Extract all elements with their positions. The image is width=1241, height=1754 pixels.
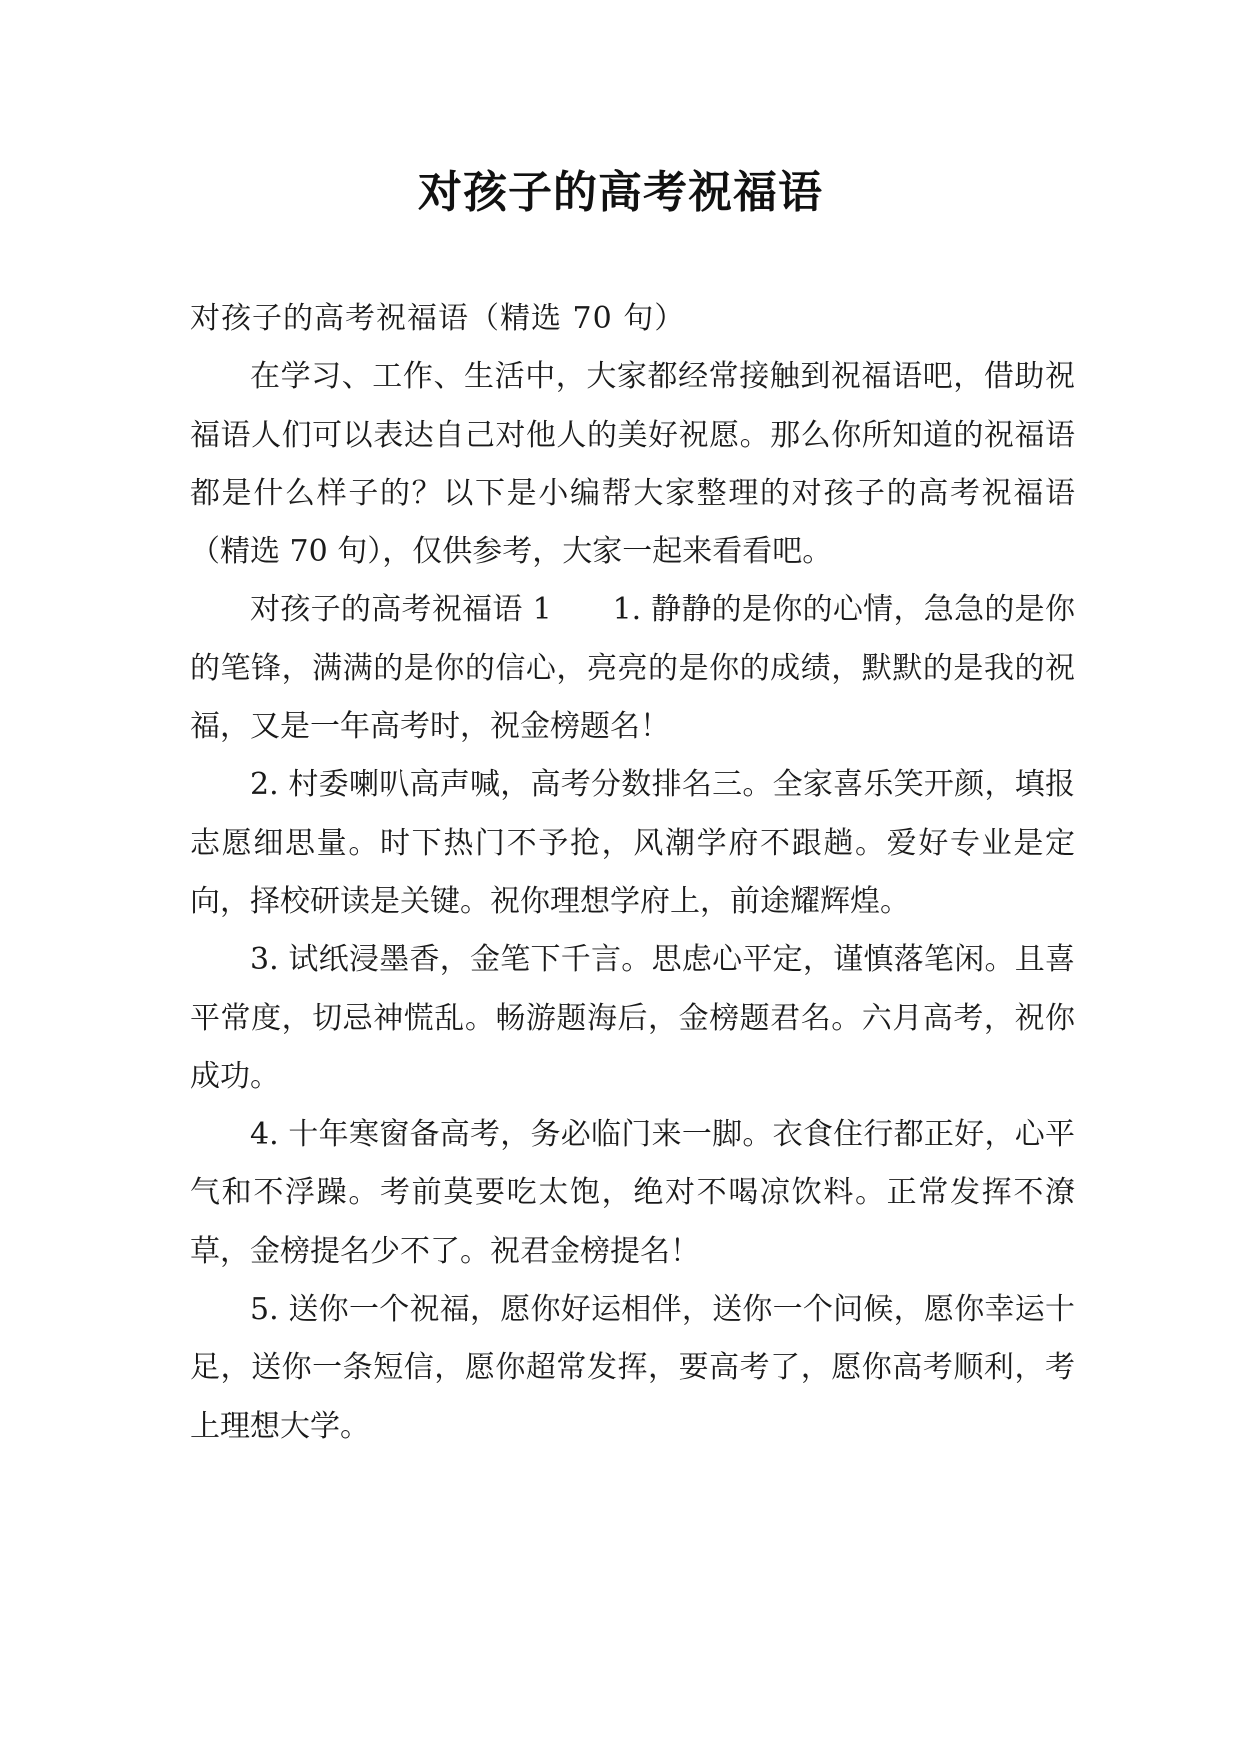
blessing-item-1: 对孩子的高考祝福语 1 1. 静静的是你的心情，急急的是你的笔锋，满满的是你的信心，亮亮的是你的成绩，默默的是我的祝福，又是一年高考时，祝金榜题名！	[190, 592, 1075, 745]
blessing-item-5: 5. 送你一个祝福，愿你好运相伴，送你一个问候，愿你幸运十足，送你一条短信，愿你超常发挥，要高考了，愿你高考顺利，考上理想大学。	[190, 1292, 1075, 1444]
document-subtitle: 对孩子的高考祝福语（精选 70 句）	[190, 301, 686, 336]
document-body	[190, 290, 1075, 1456]
blessing-item-4: 4. 十年寒窗备高考，务必临门来一脚。衣食住行都正好，心平气和不浮躁。考前莫要吃太饱，绝对不喝凉饮料。正常发挥不潦草，金榜提名少不了。祝君金榜提名！	[190, 1117, 1075, 1269]
intro-paragraph: 在学习、工作、生活中，大家都经常接触到祝福语吧，借助祝福语人们可以表达自己对他人的美好祝愿。那么你所知道的祝福语都是什么样子的？以下是小编帮大家整理的对孩子的高考祝福语（精选 70 句），仅供参考，大家一起来看看吧。	[190, 359, 1075, 570]
blessing-item-2: 2. 村委喇叭高声喊，高考分数排名三。全家喜乐笑开颜，填报志愿细思量。时下热门不予抢，风潮学府不跟趟。爱好专业是定向，择校研读是关键。祝你理想学府上，前途耀辉煌。	[190, 767, 1075, 919]
document-title: 对孩子的高考祝福语	[418, 167, 823, 218]
blessing-item-3: 3. 试纸浸墨香，金笔下千言。思虑心平定，谨慎落笔闲。且喜平常度，切忌神慌乱。畅游题海后，金榜题君名。六月高考，祝你成功。	[190, 942, 1075, 1094]
